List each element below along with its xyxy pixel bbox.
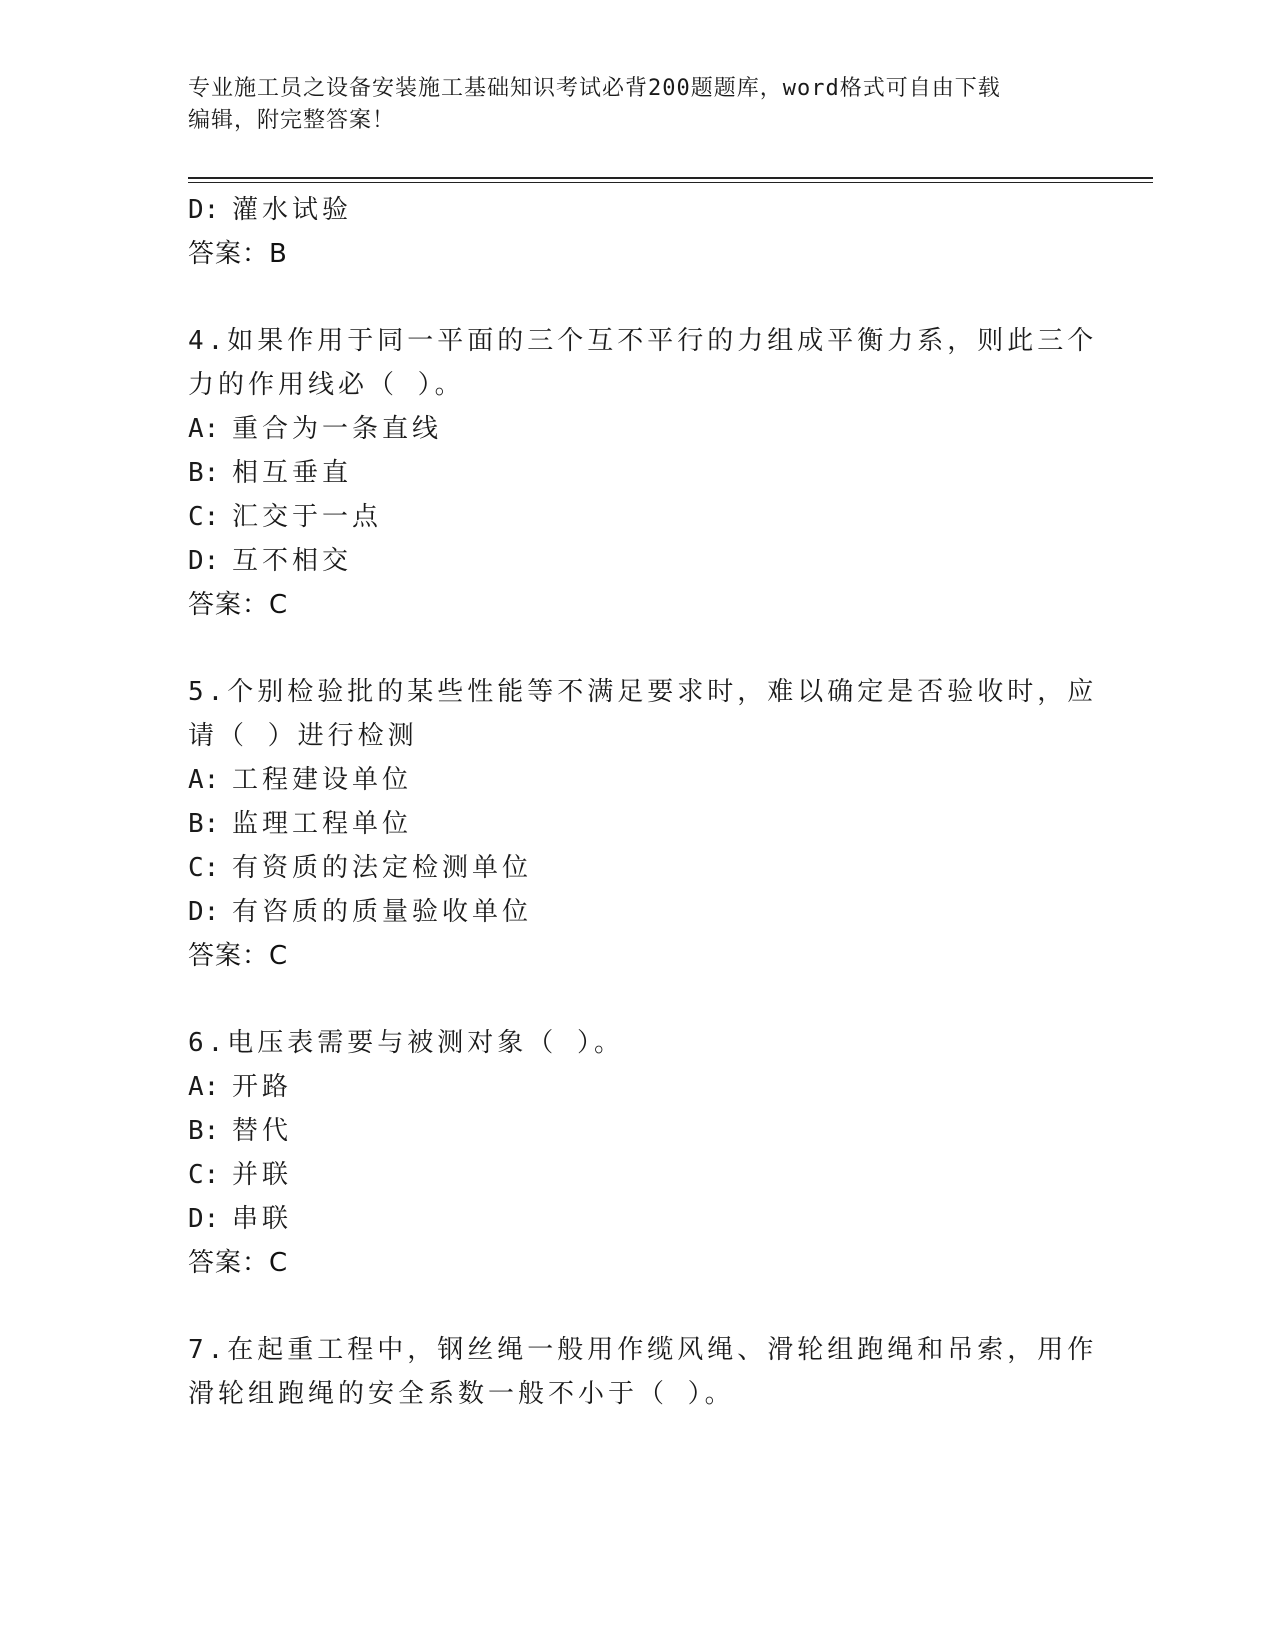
- option-text: 替代: [232, 1116, 293, 1146]
- option-letter: A:: [188, 765, 220, 795]
- option-letter: D:: [188, 1204, 220, 1234]
- option-letter: C:: [188, 853, 220, 883]
- q6-option-b: [188, 1114, 292, 1148]
- option-text: 灌水试验: [232, 195, 353, 225]
- option-text: 工程建设单位: [232, 765, 413, 795]
- option-letter: A:: [188, 414, 220, 444]
- q4-option-b: [188, 456, 352, 490]
- option-letter: B:: [188, 1116, 220, 1146]
- q4-option-c: [188, 500, 382, 534]
- option-text: 有咨质的质量验收单位: [232, 897, 533, 927]
- q5-option-d: [188, 895, 532, 929]
- q5-answer: 答案：C: [188, 941, 289, 971]
- option-text: 汇交于一点: [232, 502, 383, 532]
- header-line-1: 专业施工员之设备安装施工基础知识考试必背200题题库，word格式可自由下载: [188, 76, 1001, 101]
- q7-stem-line-1: 7.在起重工程中，钢丝绳一般用作缆风绳、滑轮组跑绳和吊索，用作: [188, 1335, 1098, 1365]
- option-text: 互不相交: [232, 546, 353, 576]
- option-letter: C:: [188, 502, 220, 532]
- q3-answer: 答案：B: [188, 239, 288, 269]
- option-text: 有资质的法定检测单位: [232, 853, 533, 883]
- q6-option-d: [188, 1202, 292, 1236]
- q6-answer: 答案：C: [188, 1248, 289, 1278]
- q4-stem-line-1: 4.如果作用于同一平面的三个互不平行的力组成平衡力系，则此三个: [188, 326, 1098, 356]
- document-header: [188, 73, 1088, 137]
- option-letter: D:: [188, 546, 220, 576]
- option-letter: D:: [188, 897, 220, 927]
- header-line-2: 编辑，附完整答案！: [188, 108, 396, 133]
- option-text: 开路: [232, 1072, 293, 1102]
- q7-stem-line-2: 滑轮组跑绳的安全系数一般不小于（ ）。: [188, 1379, 735, 1409]
- option-text: 相互垂直: [232, 458, 353, 488]
- q4-option-d: [188, 544, 352, 578]
- header-divider-thick: [188, 177, 1153, 179]
- option-text: 并联: [232, 1160, 293, 1190]
- option-letter: D:: [188, 195, 220, 225]
- q6-stem-line-1: 6.电压表需要与被测对象（ ）。: [188, 1028, 624, 1058]
- q5-stem-line-2: 请（ ）进行检测: [188, 721, 418, 751]
- option-text: 监理工程单位: [232, 809, 413, 839]
- q5-option-b: [188, 807, 412, 841]
- option-letter: A:: [188, 1072, 220, 1102]
- option-letter: C:: [188, 1160, 220, 1190]
- q4-option-a: [188, 412, 442, 446]
- q4-answer: 答案：C: [188, 590, 289, 620]
- option-letter: B:: [188, 809, 220, 839]
- header-divider-thin: [188, 182, 1153, 183]
- q6-option-c: [188, 1158, 292, 1192]
- option-letter: B:: [188, 458, 220, 488]
- q5-option-c: [188, 851, 532, 885]
- q3-option-d: [188, 193, 352, 227]
- option-text: 串联: [232, 1204, 293, 1234]
- q6-option-a: [188, 1070, 292, 1104]
- q4-stem-line-2: 力的作用线必（ ）。: [188, 370, 465, 400]
- option-text: 重合为一条直线: [232, 414, 443, 444]
- q5-option-a: [188, 763, 412, 797]
- q5-stem-line-1: 5.个别检验批的某些性能等不满足要求时，难以确定是否验收时，应: [188, 677, 1098, 707]
